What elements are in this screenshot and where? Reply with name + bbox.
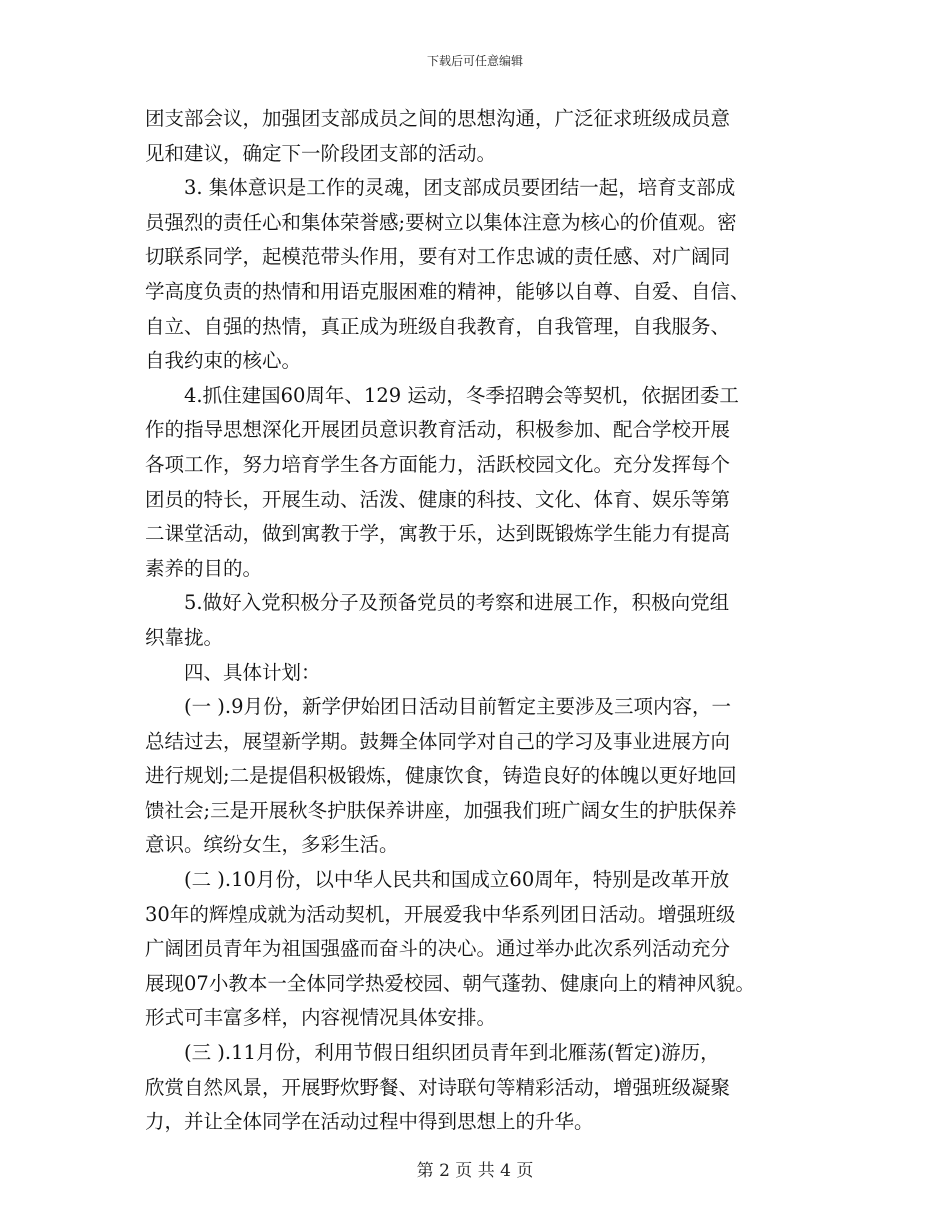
text-line: 4.抓住建国60周年、129 运动，冬季招聘会等契机，依据团委工 [145,383,739,407]
text-line: 作的指导思想深化开展团员意识教育活动，积极参加、配合学校开展 [145,418,731,442]
text-line: 各项工作，努力培育学生各方面能力，活跃校园文化。充分发挥每个 [145,452,731,476]
text-line: 5.做好入党积极分子及预备党员的考察和进展工作，积极向党组 [145,591,730,615]
document-body [145,102,815,1140]
text-line: 展现07小教本一全体同学热爱校园、朝气蓬勃、健康向上的精神风貌。 [145,971,755,995]
text-line: 素养的目的。 [145,556,263,580]
text-line: (三 ).11月份，利用节假日组织团员青年到北雁荡(暂定)游历， [145,1041,720,1065]
text-line: 馈社会;三是开展秋冬护肤保养讲座，加强我们班广阔女生的护肤保养 [145,798,737,822]
text-line: 切联系同学，起模范带头作用，要有对工作忠诚的责任感、对广阔同 [145,245,731,269]
text-line: 员强烈的责任心和集体荣誉感;要树立以集体注意为核心的价值观。密 [145,210,737,234]
text-line: 3. 集体意识是工作的灵魂，团支部成员要团结一起，培育支部成 [145,176,736,200]
text-line: 四、具体计划： [145,660,321,684]
text-line: 形式可丰富多样，内容视情况具体安排。 [145,1006,497,1030]
page-footer: 第 2 页 共 4 页 [416,1161,534,1181]
text-line: 进行规划;二是提倡积极锻炼，健康饮食，铸造良好的体魄以更好地回 [145,764,737,788]
text-line: (二 ).10月份，以中华人民共和国成立60周年，特别是改革开放 [145,868,730,892]
text-line: 自我约束的核心。 [145,349,302,373]
text-line: 团员的特长，开展生动、活泼、健康的科技、文化、体育、娱乐等第 [145,487,731,511]
text-line: 总结过去，展望新学期。鼓舞全体同学对自己的学习及事业进展方向 [145,729,731,753]
text-line: 30年的辉煌成就为活动契机，开展爱我中华系列团日活动。增强班级 [145,902,736,926]
text-line: 织靠拢。 [145,625,224,649]
text-line: 广阔团员青年为祖国强盛而奋斗的决心。通过举办此次系列活动充分 [145,937,731,961]
text-line: 自立、自强的热情，真正成为班级自我教育，自我管理，自我服务、 [145,314,731,338]
page-header: 下载后可任意编辑 [426,54,523,68]
text-line: 团支部会议，加强团支部成员之间的思想沟通，广泛征求班级成员意 [145,107,731,130]
text-line: (一 ).9月份，新学伊始团日活动目前暂定主要涉及三项内容，一 [145,695,732,719]
text-line: 二课堂活动，做到寓教于学，寓教于乐，达到既锻炼学生能力有提高 [145,522,731,546]
text-line: 力，并让全体同学在活动过程中得到思想上的升华。 [145,1110,594,1134]
text-line: 意识。缤纷女生，多彩生活。 [145,833,399,857]
text-line: 欣赏自然风景，开展野炊野餐、对诗联句等精彩活动，增强班级凝聚 [145,1075,731,1099]
text-line: 学高度负责的热情和用语克服困难的精神，能够以自尊、自爱、自信、 [145,279,750,303]
text-line: 见和建议，确定下一阶段团支部的活动。 [145,141,497,165]
